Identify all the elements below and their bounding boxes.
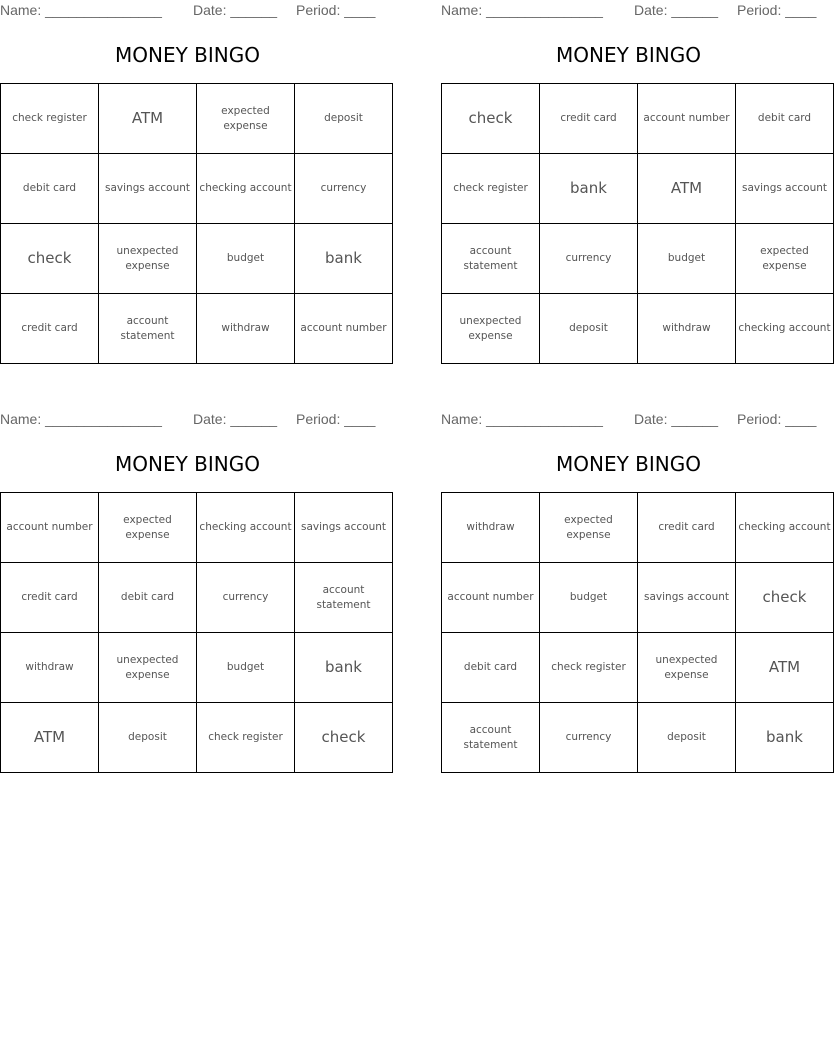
grid-row (1, 294, 393, 364)
name-field-label: Name: _______________ (441, 411, 603, 427)
grid-row (442, 703, 834, 773)
bingo-cell: bank (540, 154, 638, 224)
bingo-cell: checking account (197, 493, 295, 563)
bingo-cell: checking account (736, 493, 834, 563)
card-header (0, 411, 375, 429)
grid-row (442, 224, 834, 294)
bingo-cell: deposit (540, 294, 638, 364)
bingo-cell: savings account (736, 154, 834, 224)
card-title: MONEY BINGO (556, 452, 701, 476)
bingo-cell: currency (295, 154, 393, 224)
period-field-label: Period: ____ (737, 2, 817, 18)
bingo-cell: account statement (442, 224, 540, 294)
bingo-cell: budget (197, 633, 295, 703)
bingo-cell: check register (1, 84, 99, 154)
period-field-label: Period: ____ (296, 2, 376, 18)
bingo-grid (0, 83, 393, 364)
bingo-cell: currency (540, 703, 638, 773)
grid-row (1, 154, 393, 224)
grid-row (442, 84, 834, 154)
bingo-cell: credit card (1, 294, 99, 364)
name-field-label: Name: _______________ (441, 2, 603, 18)
grid-row (442, 294, 834, 364)
date-field-label: Date: ______ (193, 411, 278, 427)
grid-row (442, 563, 834, 633)
card-header (0, 2, 375, 20)
bingo-cell: expected expense (736, 224, 834, 294)
bingo-cell: savings account (295, 493, 393, 563)
grid-row (1, 633, 393, 703)
bingo-cell: debit card (99, 563, 197, 633)
grid-row (442, 633, 834, 703)
bingo-cell: ATM (99, 84, 197, 154)
card-title: MONEY BINGO (115, 43, 260, 67)
bingo-cell: ATM (1, 703, 99, 773)
bingo-cell: budget (197, 224, 295, 294)
bingo-cell: bank (295, 224, 393, 294)
bingo-cell: ATM (638, 154, 736, 224)
bingo-cell: withdraw (442, 493, 540, 563)
bingo-cell: check (295, 703, 393, 773)
bingo-cell: budget (540, 563, 638, 633)
bingo-cell: account number (295, 294, 393, 364)
bingo-cell: credit card (1, 563, 99, 633)
bingo-grid (0, 492, 393, 773)
bingo-cell: account number (442, 563, 540, 633)
bingo-cell: deposit (295, 84, 393, 154)
bingo-cell: account statement (99, 294, 197, 364)
bingo-cell: withdraw (197, 294, 295, 364)
bingo-cell: checking account (197, 154, 295, 224)
bingo-cell: check (1, 224, 99, 294)
bingo-cell: currency (197, 563, 295, 633)
bingo-cell: account statement (295, 563, 393, 633)
name-field-label: Name: _______________ (0, 411, 162, 427)
bingo-cell: credit card (540, 84, 638, 154)
bingo-cell: expected expense (99, 493, 197, 563)
grid-row (1, 84, 393, 154)
period-field-label: Period: ____ (737, 411, 817, 427)
grid-row (1, 493, 393, 563)
bingo-cell: debit card (1, 154, 99, 224)
bingo-cell: account statement (442, 703, 540, 773)
bingo-cell: deposit (99, 703, 197, 773)
bingo-cell: budget (638, 224, 736, 294)
bingo-cell: bank (295, 633, 393, 703)
bingo-cell: savings account (99, 154, 197, 224)
bingo-cell: unexpected expense (99, 633, 197, 703)
bingo-cell: debit card (736, 84, 834, 154)
bingo-grid (441, 83, 834, 364)
bingo-cell: check register (442, 154, 540, 224)
bingo-cell: check (736, 563, 834, 633)
card-title: MONEY BINGO (115, 452, 260, 476)
bingo-cell: account number (1, 493, 99, 563)
bingo-cell: deposit (638, 703, 736, 773)
bingo-card-4 (441, 409, 831, 773)
bingo-cell: debit card (442, 633, 540, 703)
bingo-cell: checking account (736, 294, 834, 364)
card-header (441, 411, 816, 429)
date-field-label: Date: ______ (634, 2, 719, 18)
bingo-card-2 (441, 0, 831, 364)
bingo-cell: withdraw (1, 633, 99, 703)
grid-row (442, 493, 834, 563)
name-field-label: Name: _______________ (0, 2, 162, 18)
bingo-cell: check register (540, 633, 638, 703)
bingo-cell: unexpected expense (442, 294, 540, 364)
bingo-cell: ATM (736, 633, 834, 703)
grid-row (442, 154, 834, 224)
card-title: MONEY BINGO (556, 43, 701, 67)
bingo-cell: unexpected expense (638, 633, 736, 703)
bingo-cell: credit card (638, 493, 736, 563)
bingo-cell: expected expense (197, 84, 295, 154)
grid-row (1, 224, 393, 294)
bingo-card-1 (0, 0, 387, 364)
bingo-cell: check (442, 84, 540, 154)
bingo-cell: savings account (638, 563, 736, 633)
bingo-cell: account number (638, 84, 736, 154)
date-field-label: Date: ______ (193, 2, 278, 18)
bingo-cell: withdraw (638, 294, 736, 364)
grid-row (1, 703, 393, 773)
bingo-cell: check register (197, 703, 295, 773)
card-header (441, 2, 816, 20)
bingo-cell: unexpected expense (99, 224, 197, 294)
grid-row (1, 563, 393, 633)
bingo-grid (441, 492, 834, 773)
date-field-label: Date: ______ (634, 411, 719, 427)
bingo-cell: bank (736, 703, 834, 773)
period-field-label: Period: ____ (296, 411, 376, 427)
bingo-card-3 (0, 409, 386, 773)
bingo-cell: currency (540, 224, 638, 294)
bingo-cell: expected expense (540, 493, 638, 563)
